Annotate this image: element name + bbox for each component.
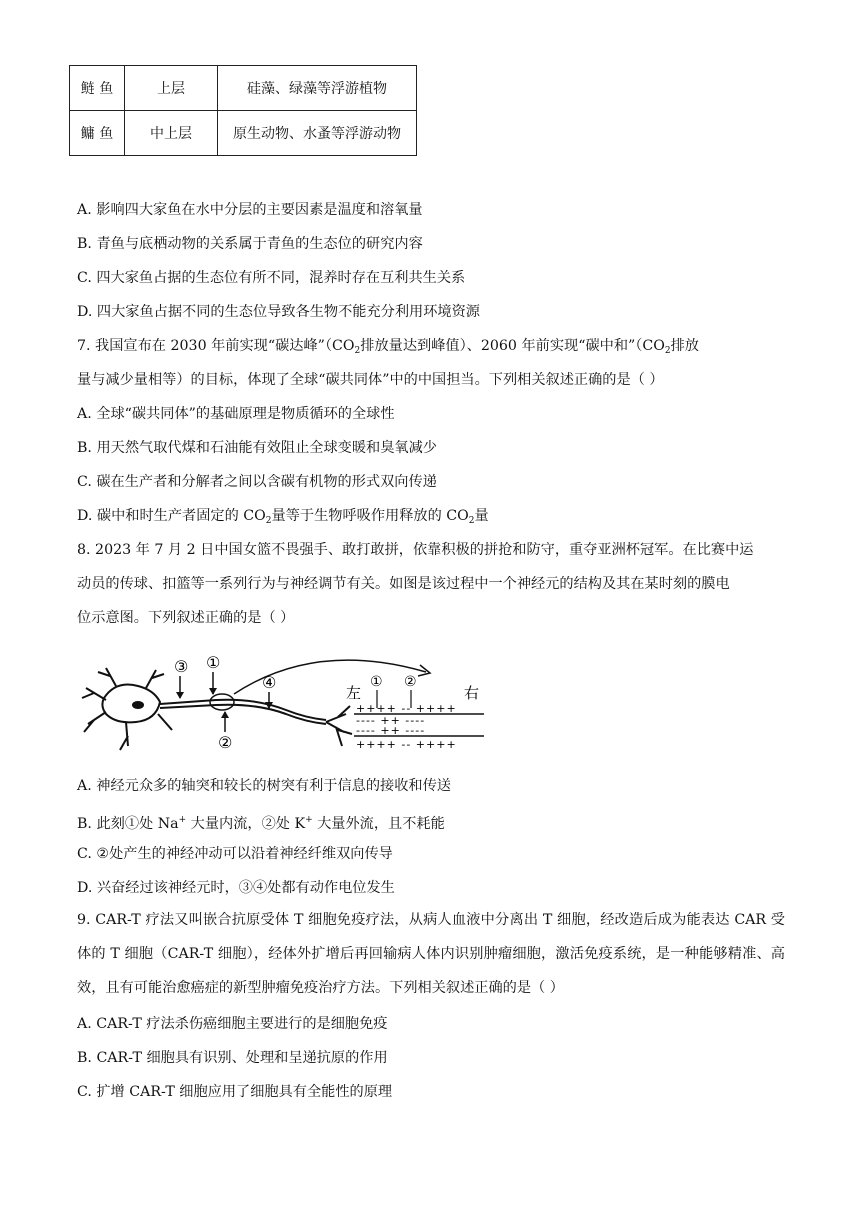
q7-option-d: D. 碳中和时生产者固定的 $CO_2$量等于生物呼吸作用释放的 $CO_2$量 xyxy=(77,508,489,526)
table-cell: 原生动物、水蚤等浮游动物 xyxy=(218,111,417,156)
q7-option-a: A. 全球“碳共同体”的基础原理是物质循环的全球性 xyxy=(77,406,395,422)
q8-option-b: B. 此刻①处 Na+ 大量内流，②处 K+ 大量外流，且不耗能 xyxy=(77,815,445,832)
charge-row-3: ---- ++ ---- xyxy=(356,724,426,737)
q8-stem-line1: 8. 2023 年 7 月 2 日中国女篮不畏强手、敢打敢拼，依靠积极的拼抢和防守，重夺亚洲杯冠军。在比赛中运 xyxy=(77,542,754,558)
table-cell: 上层 xyxy=(125,66,218,111)
q9-option-c: C. 扩增 CAR-T 细胞应用了细胞具有全能性的原理 xyxy=(77,1084,393,1100)
q9-stem: 9. CAR-T 疗法又叫嵌合抗原受体 T 细胞免疫疗法，从病人血液中分离出 T 细胞，经改造后成为能表达 CAR 受体的 T 细胞（CAR-T 细胞），经体外扩增后再回输病人体内识别肿瘤细胞，激活免疫系统，是一种能够精准、高效，且有可能治愈癌症的新型肿瘤免疫治疗方法。下列相关叙述正确的是（ ） xyxy=(77,912,785,996)
q6-option-c: C. 四大家鱼占据的生态位有所不同，混养时存在互利共生关系 xyxy=(77,270,466,286)
q8-stem-line3: 位示意图。下列叙述正确的是（ ） xyxy=(77,610,295,626)
left-label: 左 xyxy=(346,684,362,702)
charge-row-4: ++++ -- ++++ xyxy=(356,738,457,751)
q6-option-d: D. 四大家鱼占据不同的生态位导致各生物不能充分利用环境资源 xyxy=(77,304,480,320)
q8-option-a: A. 神经元众多的轴突和较长的树突有利于信息的接收和传送 xyxy=(77,778,451,794)
table-row xyxy=(70,66,417,111)
neuron-figure xyxy=(76,650,496,760)
q9-option-b: B. CAR-T 细胞具有识别、处理和呈递抗原的作用 xyxy=(77,1050,388,1066)
table-row xyxy=(70,111,417,156)
label-4: ④ xyxy=(262,673,277,692)
table-cell: 中上层 xyxy=(125,111,218,156)
label-2: ② xyxy=(218,733,233,752)
q8-option-c: C. ②处产生的神经冲动可以沿着神经纤维双向传导 xyxy=(77,846,393,862)
q7-stem-line2: 量与减少量相等）的目标，体现了全球“碳共同体”中的中国担当。下列相关叙述正确的是（ ） xyxy=(77,372,664,388)
q8-stem-line2: 动员的传球、扣篮等一系列行为与神经调节有关。如图是该过程中一个神经元的结构及其在某时刻的膜电 xyxy=(77,576,730,592)
table-cell: 鲢 鱼 xyxy=(70,66,125,111)
table-cell: 鳙 鱼 xyxy=(70,111,125,156)
membrane-label-1: ① xyxy=(370,674,383,690)
q9-option-a: A. CAR-T 疗法杀伤癌细胞主要进行的是细胞免疫 xyxy=(77,1016,388,1032)
label-1: ① xyxy=(206,653,221,672)
label-3: ③ xyxy=(174,657,189,676)
table-cell: 硅藻、绿藻等浮游植物 xyxy=(218,66,417,111)
charge-row-1: ++++ -- ++++ xyxy=(356,702,457,715)
fish-table xyxy=(69,65,417,156)
q6-option-b: B. 青鱼与底栖动物的关系属于青鱼的生态位的研究内容 xyxy=(77,236,423,252)
q7-stem-line1: 7. 我国宣布在 2030 年前实现“碳达峰$”(CO_2$排放量达到峰值）、2060 年前实现“碳中和$”(CO_2$排放 xyxy=(77,338,699,356)
q6-option-a: A. 影响四大家鱼在水中分层的主要因素是温度和溶氧量 xyxy=(77,202,423,218)
membrane-label-2: ② xyxy=(404,674,417,690)
q7-option-c: C. 碳在生产者和分解者之间以含碳有机物的形式双向传递 xyxy=(77,474,437,490)
right-label: 右 xyxy=(464,684,480,702)
charge-row-2: ---- ++ ---- xyxy=(356,714,426,727)
q8-option-d: D. 兴奋经过该神经元时，③④处都有动作电位发生 xyxy=(77,880,395,896)
q7-option-b: B. 用天然气取代煤和石油能有效阻止全球变暖和臭氧减少 xyxy=(77,440,437,456)
